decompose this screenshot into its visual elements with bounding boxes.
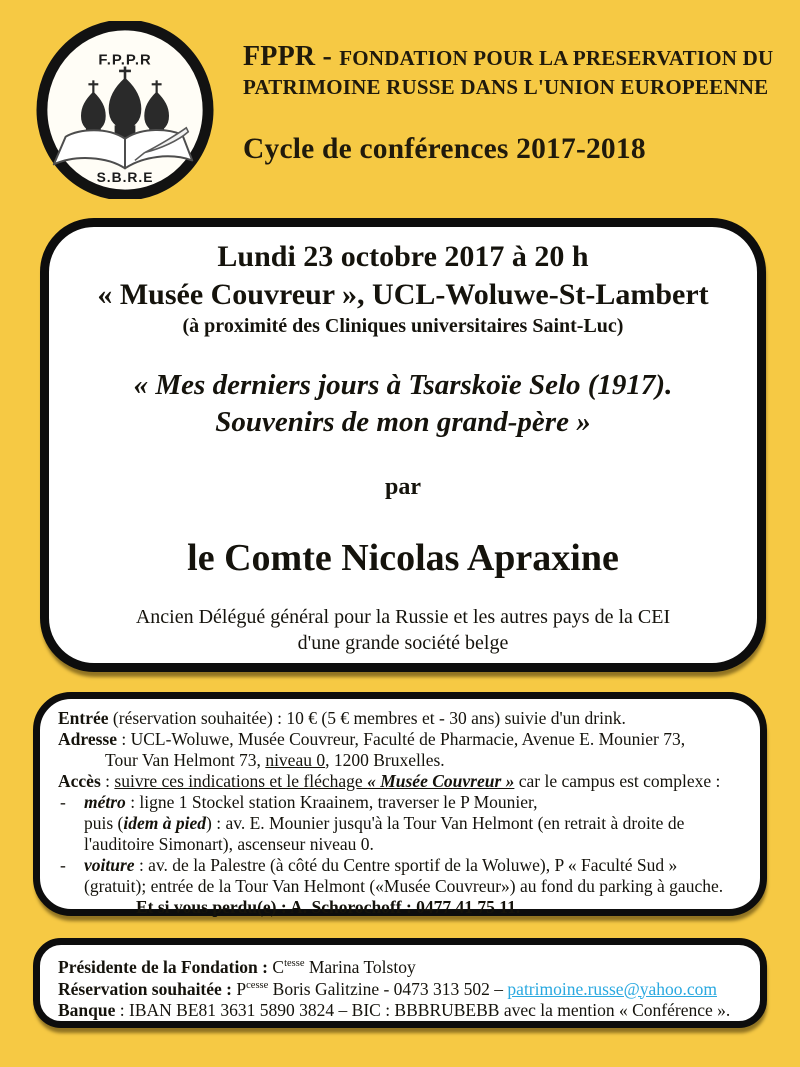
access-musee-couvreur: « Musée Couvreur » (367, 771, 515, 791)
president-label: Présidente de la Fondation : (58, 957, 273, 977)
event-box (40, 218, 766, 672)
president-name: Marina Tolstoy (304, 957, 416, 977)
entry-fee-text: (réservation souhaitée) : 10 € (5 € membres et - 30 ans) suivie d'un drink. (108, 708, 626, 728)
access-line (58, 771, 746, 792)
car-label: voiture (84, 855, 135, 875)
speaker-description-line1: Ancien Délégué général pour la Russie et les autres pays de la CEI (135, 606, 671, 628)
if-lost-line: Et si vous perdu(e) : A. Schorochoff : 0477 41 75 11. (136, 897, 521, 917)
princess-sup: cesse (246, 979, 269, 991)
cycle-title: Cycle de conférences 2017-2018 (243, 133, 646, 165)
org-name-line1 (243, 42, 790, 73)
event-proximity: (à proximité des Cliniques universitaires Saint-Luc) (182, 315, 624, 337)
reservation-line (58, 979, 746, 1001)
entry-fee-line (58, 708, 746, 729)
countess-sup: tesse (284, 958, 305, 970)
logo-bottom-label: S.B.R.E (96, 169, 154, 186)
email-link[interactable]: patrimoine.russe@yahoo.com (507, 978, 717, 999)
countess-abbrev (272, 957, 304, 977)
contact-box (33, 938, 767, 1028)
metro-line3: l'auditoire Simonart), ascenseur niveau 0. (84, 834, 374, 854)
speaker-name: le Comte Nicolas Apraxine (187, 537, 619, 579)
access-rest: car le campus est complexe : (514, 771, 721, 791)
fppr-logo-graphic (36, 21, 214, 199)
access-underlined-pre: suivre ces indications et le fléchage (114, 771, 368, 791)
car-line2: (gratuit); entrée de la Tour Van Helmont («Musée Couvreur») au fond du parking à gauche. (84, 876, 724, 896)
car-text: : av. de la Palestre (à côté du Centre sportif de la Woluwe), P « Faculté Sud » (134, 855, 678, 875)
car-line1 (58, 855, 746, 876)
bullet-dash: - (60, 792, 66, 812)
org-acronym: FPPR - (243, 41, 340, 72)
speaker-description (49, 604, 757, 656)
access-underlined (114, 771, 514, 791)
event-date: Lundi 23 octobre 2017 à 20 h (217, 240, 589, 273)
metro-text: : ligne 1 Stockel station Kraainem, traverser le P Mounier, (125, 792, 538, 812)
metro-line2 (58, 813, 746, 834)
bank-label: Banque (58, 1000, 116, 1020)
address-line1 (58, 729, 746, 750)
org-name-line2: PATRIMOINE RUSSE DANS L'UNION EUROPEENNE (243, 75, 769, 99)
metro-label: métro (84, 792, 126, 812)
lecture-title-line2: Souvenirs de mon grand-père » (215, 406, 591, 438)
reservation-label: Réservation souhaitée : (58, 978, 237, 999)
address-line2-post: , 1200 Bruxelles. (325, 750, 445, 770)
address-line2 (58, 750, 746, 771)
countess-base: C (272, 957, 285, 977)
bank-text: : IBAN BE81 3631 5890 3824 – BIC : BBBRUBEBB avec la mention « Conférence ». (115, 1000, 731, 1020)
metro-line2-post: ) : av. E. Mounier jusqu'à la Tour Van Helmont (en retrait à droite de (206, 813, 685, 833)
princess-abbrev (236, 979, 268, 999)
lecture-title-line1: « Mes derniers jours à Tsarskoïe Selo (1917). (133, 369, 673, 401)
access-colon: : (100, 771, 115, 791)
level-0-underlined: niveau 0 (265, 750, 326, 770)
president-line (58, 957, 746, 979)
lecture-title (49, 367, 757, 441)
fppr-logo (36, 21, 214, 199)
header (243, 42, 790, 166)
address-line2-pre: Tour Van Helmont 73, (105, 750, 266, 770)
bullet-dash: - (60, 855, 66, 875)
entry-fee-label: Entrée (58, 708, 109, 728)
access-label: Accès (58, 771, 101, 791)
org-name-part1: FONDATION POUR LA PRESERVATION DU (339, 46, 774, 70)
event-venue: « Musée Couvreur », UCL-Woluwe-St-Lambert (97, 278, 709, 311)
address-text: : UCL-Woluwe, Musée Couvreur, Faculté de Pharmacie, Avenue E. Mounier 73, (116, 729, 686, 749)
idem-a-pied: idem à pied (123, 813, 206, 833)
metro-line2-pre: puis ( (84, 813, 124, 833)
princess-base: P (236, 978, 247, 999)
bank-line (58, 1000, 746, 1022)
speaker-description-line2: d'une grande société belge (297, 632, 509, 654)
logo-top-label: F.P.P.R (98, 52, 152, 69)
address-label: Adresse (58, 729, 117, 749)
metro-line1 (58, 792, 746, 813)
by-word: par (385, 474, 421, 500)
reservation-contact: Boris Galitzine - 0473 313 502 – (268, 978, 508, 999)
practical-details-box (33, 692, 767, 916)
